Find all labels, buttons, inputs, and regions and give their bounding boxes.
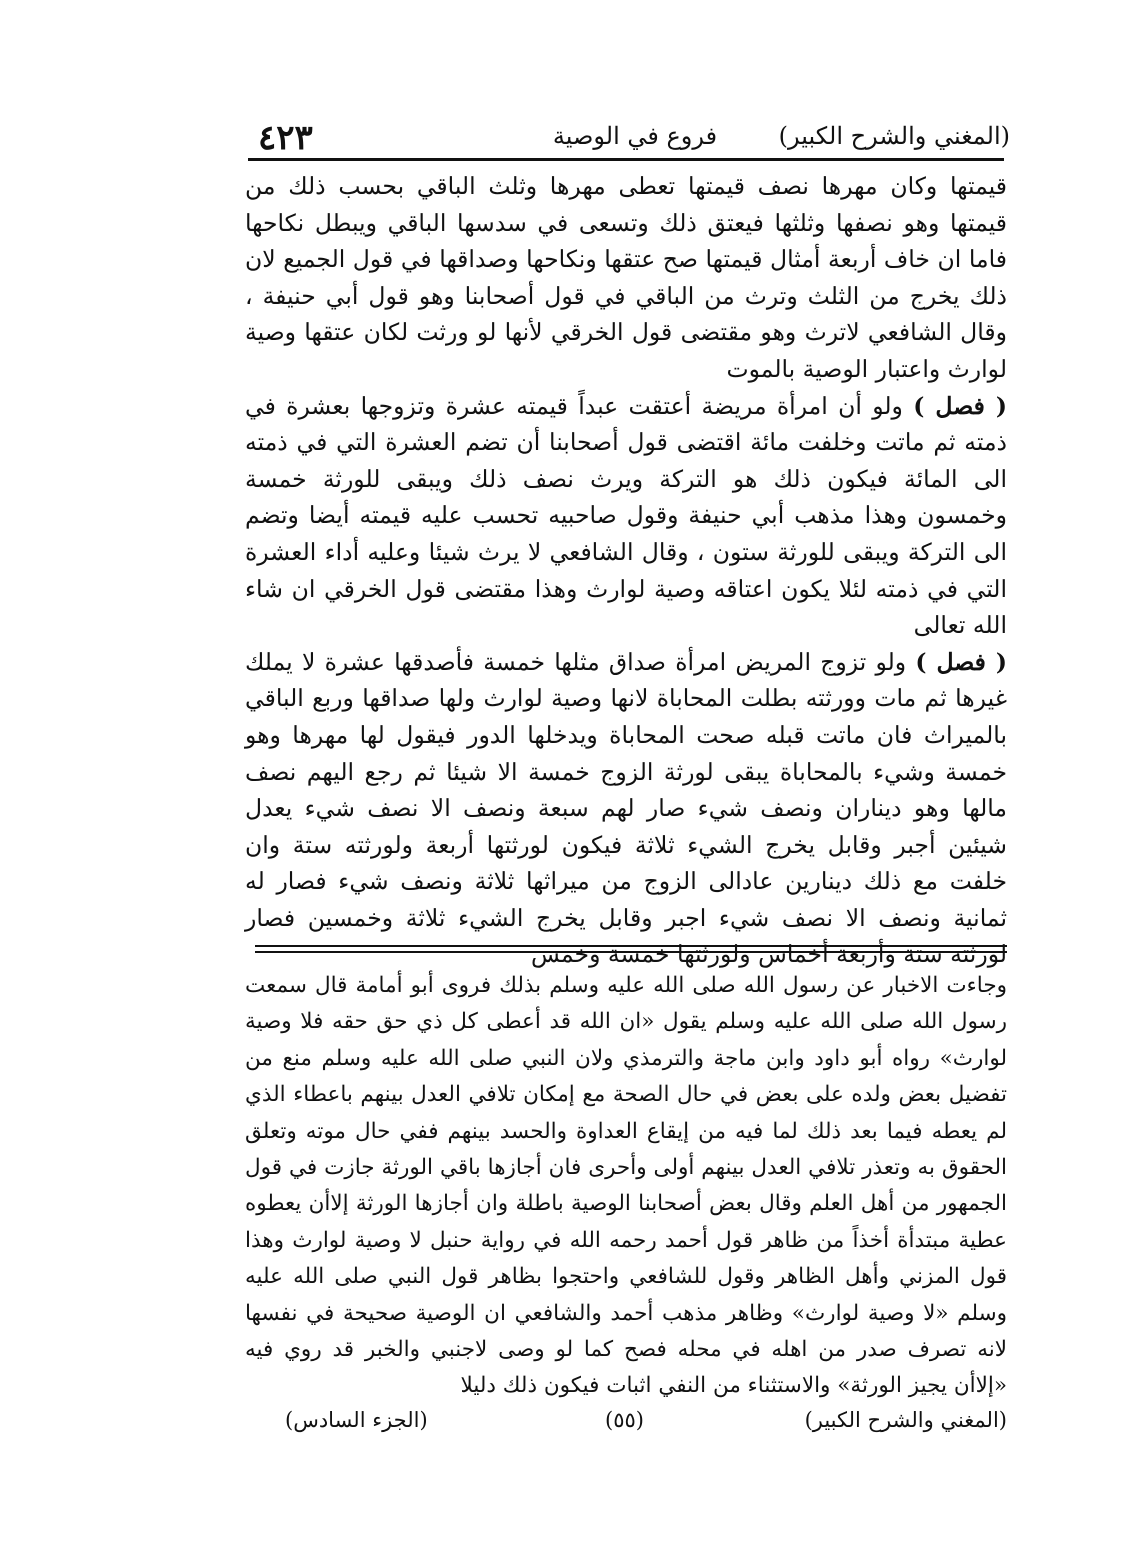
- paragraph: قيمتها وكان مهرها نصف قيمتها تعطى مهرها وثلث الباقي بحسب ذلك من قيمتها وهو نصفها وثلثها فيعتق ذلك وتسعى في سدسها الباقي ويبطل نكاحها فاما ان خاف أربعة أمثال قيمتها صح عتقها ونكاحها وصداقها في قول الجميع لان ذلك يخرج من الثلث وترث من الباقي في قول أصحابنا وهو قول أبي حنيفة ، وقال الشافعي لاترث وهو مقتضى قول الخرقي لأنها لو ورثت لكان عتقها وصية لوارث واعتبار الوصية بالموت: [245, 172, 1007, 383]
- page-header: [240, 116, 1010, 158]
- page-footer: [285, 1408, 1007, 1442]
- fasl-paragraph: [245, 388, 1007, 644]
- footer-sheet-number: (٥٥): [605, 1408, 644, 1432]
- header-divider: [248, 158, 1004, 161]
- commentary-text: [245, 968, 1007, 1405]
- fasl-heading: ( فصل ): [915, 647, 1007, 676]
- main-text: [245, 168, 1007, 973]
- footer-volume: (الجزء السادس): [285, 1408, 428, 1432]
- fasl-heading: ( فصل ): [913, 391, 1007, 420]
- running-book-title: (المغني والشرح الكبير): [778, 122, 1010, 150]
- chapter-title: فروع في الوصية: [552, 122, 718, 150]
- page-number: ٤٢٣: [258, 118, 313, 158]
- fasl-body: ولو أن امرأة مريضة أعتقت عبداً قيمته عشرة وتزوجها بعشرة في ذمته ثم ماتت وخلفت مائة اقتضى قول أصحابنا أن تضم العشرة التي في ذمته الى المائة فيكون ذلك هو التركة ويرث نصف ذلك ويبقى للورثة خمسة وخمسون وهذا مذهب أبي حنيفة وقول صاحبيه تحسب عليه قيمته أيضا وتضم الى التركة ويبقى للورثة ستون ، وقال الشافعي لا يرث شيئا وعليه أداء العشرة التي في ذمته لئلا يكون اعتاقه وصية لوارث وهذا مقتضى قول الخرقي ان شاء الله تعالى: [245, 391, 1007, 640]
- footer-book-title: (المغني والشرح الكبير): [804, 1408, 1007, 1432]
- footnote-divider: [255, 945, 1007, 947]
- footnote-divider: [255, 951, 1007, 953]
- fasl-body: ولو تزوج المريض امرأة صداق مثلها خمسة فأصدقها عشرة لا يملك غيرها ثم مات وورثته بطلت المحاباة لانها وصية لوارث ولها صداقها وربع الباقي بالميراث فان ماتت قبله صحت المحاباة ويدخلها الدور فيقول لها مهرها وهو خمسة وشيء بالمحاباة يبقى لورثة الزوج خمسة الا شيئا ثم رجع اليهم نصف مالها وهو ديناران ونصف شيء صار لهم سبعة ونصف الا نصف شيء يعدل شيئين أجبر وقابل يخرج الشيء ثلاثة فيكون لورثتها أربعة ولورثته ستة وان خلفت مع ذلك دينارين عادالى الزوج من ميراثها ثلاثة ونصف شيء فصار له ثمانية ونصف الا نصف شيء اجبر وقابل يخرج الشيء ثلاثة وخمسين فصار لورثته ستة وأربعة أخماس ولورثتها خمسة وخمس: [245, 647, 1007, 969]
- fasl-paragraph: [245, 644, 1007, 973]
- commentary-paragraph: وجاءت الاخبار عن رسول الله صلى الله عليه وسلم بذلك فروى أبو أمامة قال سمعت رسول الله صلى الله عليه وسلم يقول «ان الله قد أعطى كل ذي حق حقه فلا وصية لوارث» رواه أبو داود وابن ماجة والترمذي ولان النبي صلى الله عليه وسلم منع من تفضيل بعض ولده على بعض في حال الصحة مع إمكان تلافي العدل بينهم باعطاء الذي لم يعطه فيما بعد ذلك لما فيه من إيقاع العداوة والحسد بينهم ففي حال موته وتعلق الحقوق به وتعذر تلافي العدل بينهم أولى وأحرى فان أجازها باقي الورثة جازت في قول الجمهور من أهل العلم وقال بعض أصحابنا الوصية باطلة وان أجازها الورثة إلاأن يعطوه عطية مبتدأة أخذاً من ظاهر قول أحمد رحمه الله في رواية حنبل لا وصية لوارث وهذا قول المزني وأهل الظاهر وقول للشافعي واحتجوا بظاهر قول النبي صلى الله عليه وسلم «لا وصية لوارث» وظاهر مذهب أحمد والشافعي ان الوصية صحيحة في نفسها لانه تصرف صدر من اهله في محله فصح كما لو وصى لاجنبي والخبر قد روي فيه «إلاأن يجيز الورثة» والاستثناء من النفي اثبات فيكون ذلك دليلا: [245, 973, 1007, 1399]
